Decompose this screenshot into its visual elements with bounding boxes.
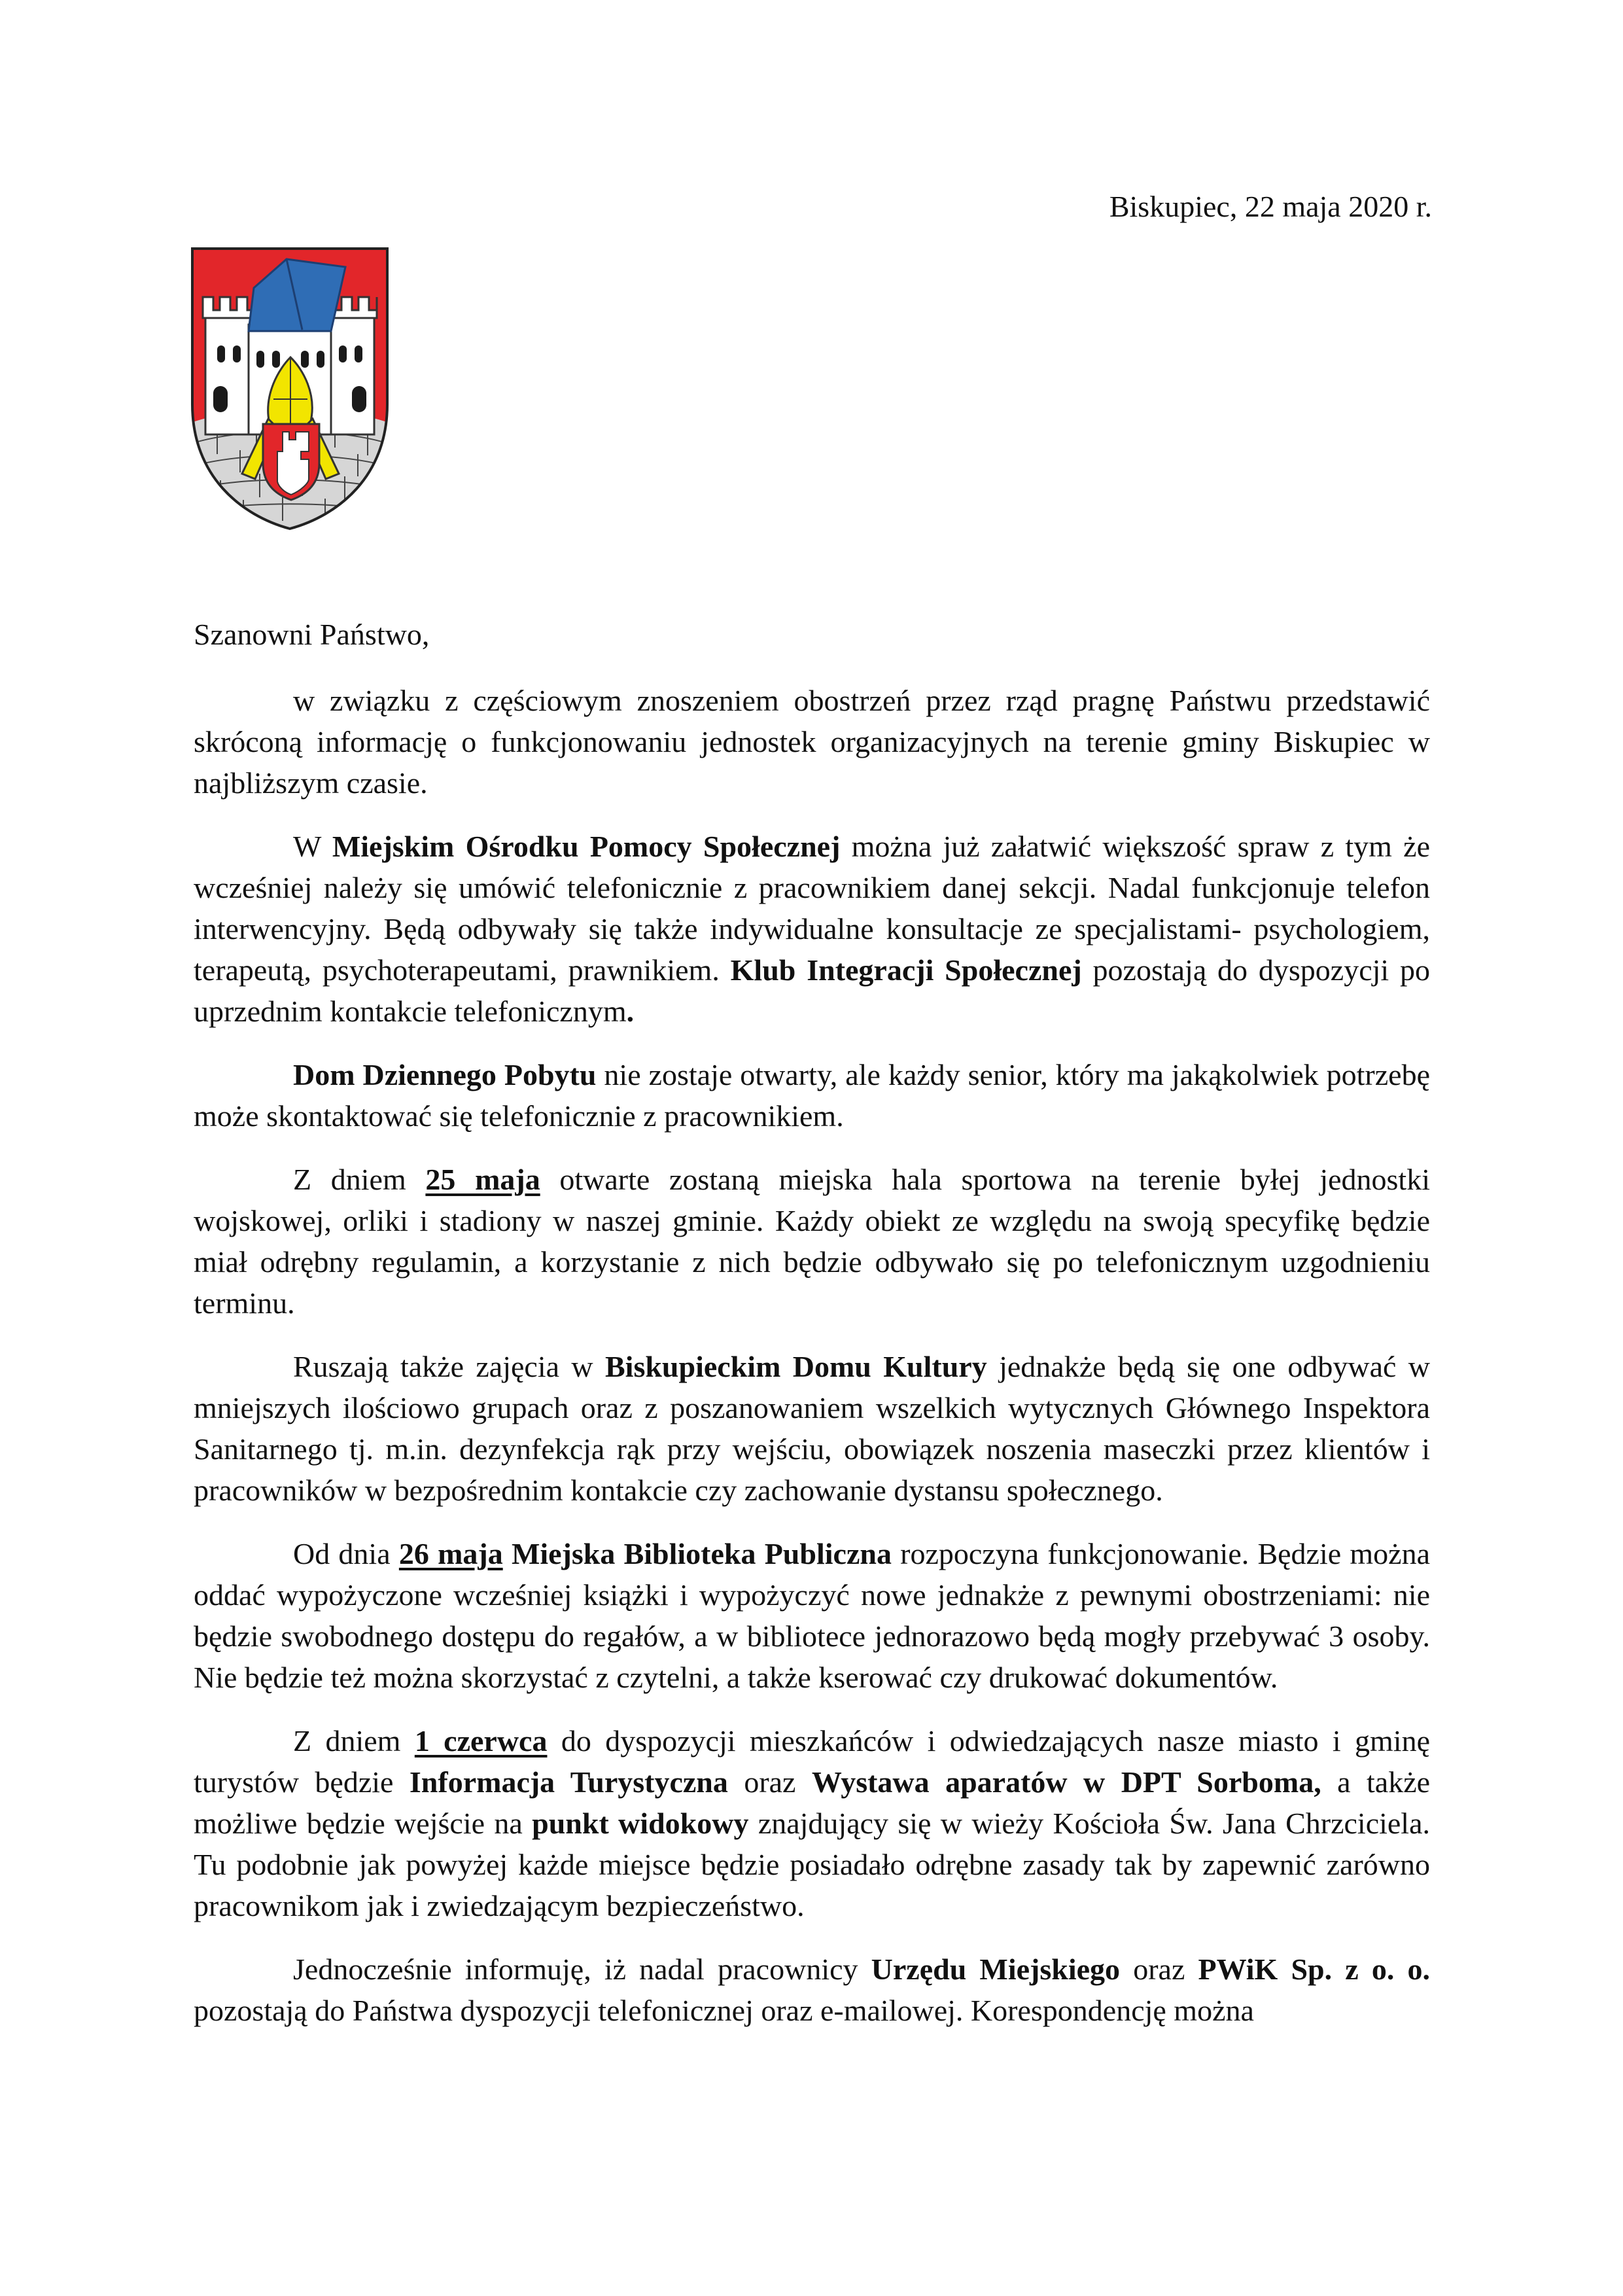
bold-org-name: Wystawa aparatów w DPT Sorboma, bbox=[811, 1765, 1321, 1799]
date-line: Biskupiec, 22 maja 2020 r. bbox=[1109, 190, 1432, 223]
text: otwarte zostaną miejska hala sportowa na terenie byłej jednostki wojskowej, orliki i stadiony w naszej gminie. Każdy obiekt ze względu na swoją specyfikę będzie miał odrębny regulamin, a korzystanie z nich będzie odbywało się po telefonicznym uzgodnieniu terminu. bbox=[194, 1163, 1430, 1320]
bold-org-name: Miejskim Ośrodku Pomocy Społecznej bbox=[332, 830, 841, 863]
text: Od dnia bbox=[293, 1537, 399, 1570]
letter-body bbox=[194, 614, 1430, 2053]
text: Jednocześnie informuję, iż nadal pracownicy bbox=[293, 1952, 871, 1986]
text: pozostają do dyspozycji po uprzednim kontakcie telefonicznym bbox=[194, 953, 1430, 1028]
paragraph-intro bbox=[194, 680, 1430, 804]
coat-of-arms-logo bbox=[191, 247, 389, 530]
bold-punctuation: . bbox=[626, 995, 635, 1028]
paragraph-senior-home bbox=[194, 1054, 1430, 1137]
paragraph-sports bbox=[194, 1159, 1430, 1324]
bold-org-name: Dom Dziennego Pobytu bbox=[293, 1058, 597, 1091]
paragraph-mops bbox=[194, 826, 1430, 1032]
bold-org-name: punkt widokowy bbox=[532, 1807, 749, 1840]
text: jednakże będą się one odbywać w mniejszych ilościowo grupach oraz z poszanowaniem wszelkich wytycznych Głównego Inspektora Sanitarnego tj. m.in. dezynfekcja rąk przy wejściu, obowiązek noszenia maseczki przez klientów i pracowników w bezpośrednim kontakcie czy zachowanie dystansu społecznego. bbox=[194, 1350, 1430, 1507]
bold-org-name: Klub Integracji Społecznej bbox=[730, 953, 1082, 987]
bold-org-name: Biskupieckim Domu Kultury bbox=[604, 1350, 987, 1383]
text bbox=[503, 1537, 512, 1570]
bold-underlined-date: 1 czerwca bbox=[414, 1724, 548, 1757]
text: Z dniem bbox=[293, 1724, 415, 1757]
paragraph-tourism bbox=[194, 1720, 1430, 1926]
text: nie zostaje otwarty, ale każdy senior, który ma jakąkolwiek potrzebę może skontaktować się telefonicznie z pracownikiem. bbox=[194, 1058, 1430, 1133]
text: można już załatwić większość spraw z tym że wcześniej należy się umówić telefonicznie z pracownikiem danej sekcji. Nadal funkcjonuje telefon interwencyjny. Będą odbywały się także indywidualne konsultacje ze specjalistami- psychologiem, terapeutą, psychoterapeutami, prawnikiem. bbox=[194, 830, 1431, 987]
text: Z dniem bbox=[293, 1163, 426, 1196]
text: pozostają do Państwa dyspozycji telefonicznej oraz e-mailowej. Korespondencję można bbox=[194, 1994, 1254, 2027]
text: a także możliwe będzie wejście na bbox=[194, 1765, 1431, 1840]
bold-org-name: Informacja Turystyczna bbox=[409, 1765, 728, 1799]
text: oraz bbox=[727, 1765, 812, 1799]
bold-org-name: Miejska Biblioteka Publiczna bbox=[511, 1537, 892, 1570]
paragraph-city-office bbox=[194, 1949, 1430, 2031]
bold-underlined-date: 26 maja bbox=[398, 1537, 503, 1570]
paragraph-library bbox=[194, 1533, 1430, 1698]
text: oraz bbox=[1120, 1952, 1198, 1986]
paragraph-culture-house bbox=[194, 1346, 1430, 1511]
text: W bbox=[293, 830, 332, 863]
bold-org-name: PWiK Sp. z o. o. bbox=[1198, 1952, 1430, 1986]
text: w związku z częściowym znoszeniem obostrzeń przez rząd pragnę Państwu przedstawić skróconą informację o funkcjonowaniu jednostek organizacyjnych na terenie gminy Biskupiec w najbliższym czasie. bbox=[194, 684, 1430, 800]
bold-org-name: Urzędu Miejskiego bbox=[871, 1952, 1121, 1986]
text: Ruszają także zajęcia w bbox=[293, 1350, 605, 1383]
text: rozpoczyna funkcjonowanie. Będzie można oddać wypożyczone wcześniej książki i wypożyczyć nowe jednakże z pewnymi obostrzeniami: nie będzie swobodnego dostępu do regałów, a w bibliotece jednorazowo będą mogły przebywać 3 osoby. Nie będzie też można skorzystać z czytelni, a także kserować czy drukować dokumentów. bbox=[194, 1537, 1431, 1694]
greeting: Szanowni Państwo, bbox=[194, 618, 430, 651]
text: do dyspozycji mieszkańców i odwiedzających nasze miasto i gminę turystów będzie bbox=[194, 1724, 1431, 1799]
bold-underlined-date: 25 maja bbox=[425, 1163, 540, 1196]
text: znajdujący się w wieży Kościoła Św. Jana Chrzciciela. Tu podobnie jak powyżej każde miejsce będzie posiadało odrębne zasady tak by zapewnić zarówno pracownikom jak i zwiedzającym bezpieczeństwo. bbox=[194, 1807, 1431, 1922]
